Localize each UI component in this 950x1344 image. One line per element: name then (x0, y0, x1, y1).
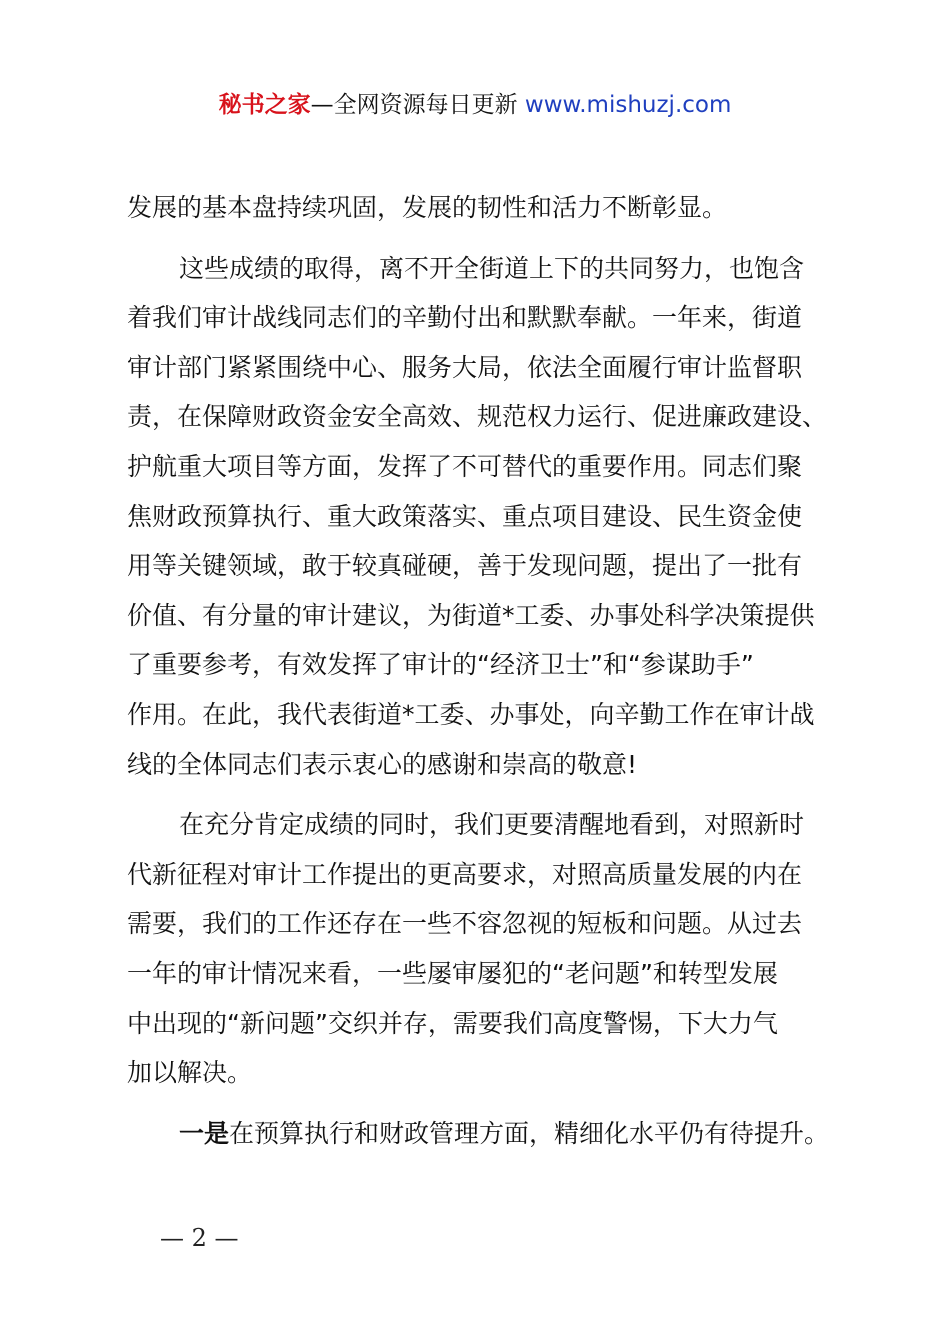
page-number: — 2 — (160, 1224, 239, 1252)
watermark-header (0, 88, 950, 122)
text-line: 线的全体同志们表示衷心的感谢和崇高的敬意! (127, 749, 638, 779)
text-line (127, 1109, 847, 1159)
site-tagline: —全网资源每日更新 (310, 92, 525, 118)
text-line: 这些成绩的取得，离不开全街道上下的共同努力，也饱含 (179, 253, 805, 283)
paragraph-achievements (127, 244, 847, 790)
text-line: 作用。在此，我代表街道*工委、办事处，向辛勤工作在审计战 (127, 699, 815, 729)
text-line: 审计部门紧紧围绕中心、服务大局，依法全面履行审计监督职 (127, 352, 803, 382)
text-line: 护航重大项目等方面，发挥了不可替代的重要作用。同志们聚 (127, 451, 803, 481)
text-line: 代新征程对审计工作提出的更高要求，对照高质量发展的内在 (127, 859, 803, 889)
text-line: 用等关键领域，敢于较真碰硬，善于发现问题，提出了一批有 (127, 551, 803, 581)
text-line: 加以解决。 (127, 1058, 253, 1088)
text-line: 中出现的“新问题”交织并存，需要我们高度警惕，下大力气 (127, 1008, 778, 1038)
text-line: 在充分肯定成绩的同时，我们更要清醒地看到，对照新时 (179, 810, 805, 840)
text-line: 焦财政预算执行、重大政策落实、重点项目建设、民生资金使 (127, 501, 803, 531)
text-line: 一年的审计情况来看，一些屡审屡犯的“老问题”和转型发展 (127, 958, 778, 988)
paragraph-continued (127, 183, 847, 233)
text-line: 着我们审计战线同志们的辛勤付出和默默奉献。一年来，街道 (127, 303, 803, 333)
document-body (127, 183, 847, 1169)
point-text: 在预算执行和财政管理方面，精细化水平仍有待提升。 (229, 1118, 830, 1148)
paragraph-problems (127, 800, 847, 1098)
text-line: 责，在保障财政资金安全高效、规范权力运行、促进廉政建设、 (127, 402, 828, 432)
site-brand: 秘书之家 (218, 92, 311, 118)
text-line: 价值、有分量的审计建议，为街道*工委、办事处科学决策提供 (127, 600, 815, 630)
site-url-link[interactable]: www.mishuzj.com (524, 92, 732, 118)
point-lead-label: 一是 (179, 1118, 230, 1148)
text-line: 需要，我们的工作还存在一些不容忽视的短板和问题。从过去 (127, 909, 803, 939)
paragraph-point-one (127, 1109, 847, 1159)
text-line: 了重要参考，有效发挥了审计的“经济卫士”和“参谋助手” (127, 650, 754, 680)
text-line: 发展的基本盘持续巩固，发展的韧性和活力不断彰显。 (127, 193, 728, 222)
